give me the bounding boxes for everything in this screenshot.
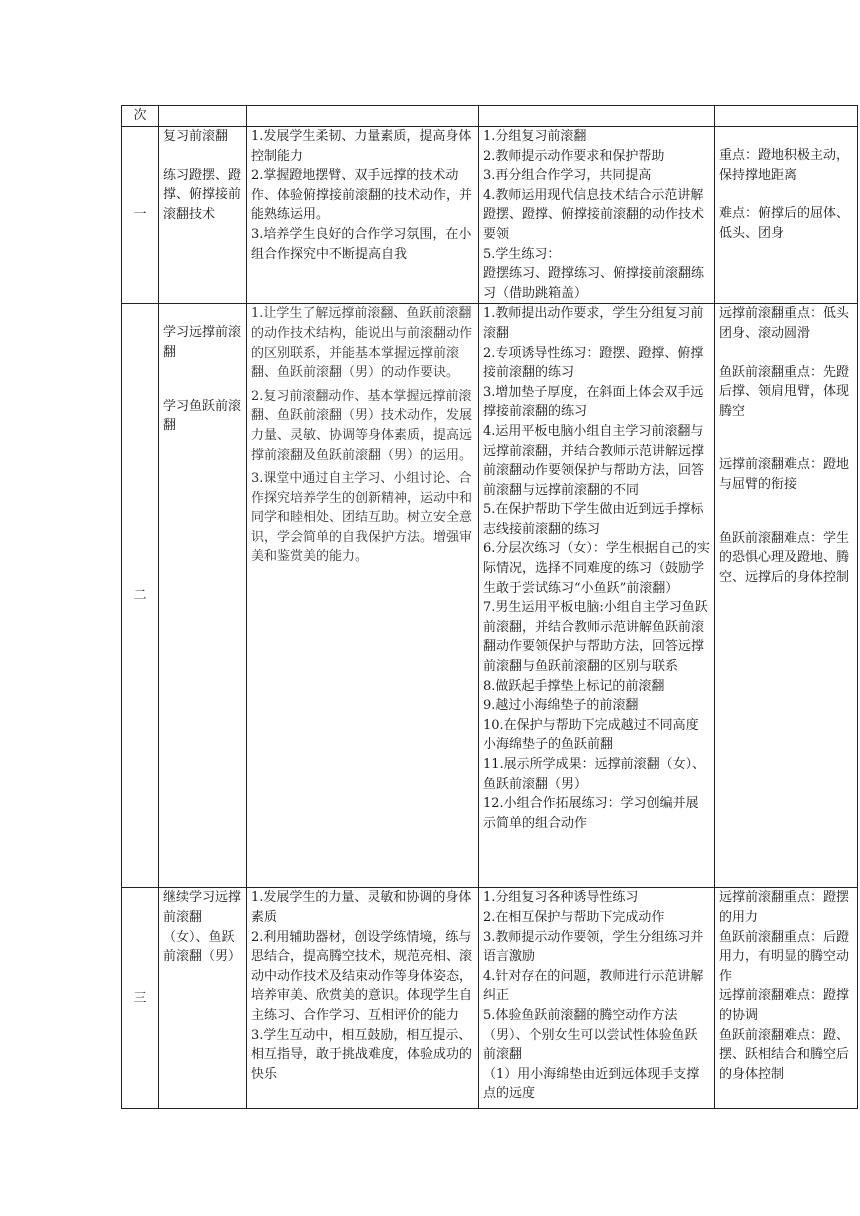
goal-item: 1.发展学生的力量、灵敏和协调的身体素质 — [251, 890, 472, 925]
key-point: 鱼跃前滚翻难点：蹬、摆、跃相结合和腾空后的身体控制 — [719, 1027, 850, 1082]
step-item: 6.分层次练习（女）：学生根据自己的实际情况，选择不同难度的练习（鼓励学生敢于尝试练习“小鱼跃”前滚翻） — [483, 541, 710, 596]
goal-item: 3.学生互动中，相互鼓励，相互提示、相互指导，敢于挑战难度，体验成功的快乐 — [251, 1027, 473, 1082]
step-item: 1.分组复习前滚翻 — [483, 129, 587, 144]
goals-cell — [247, 888, 479, 1109]
step-item: 2.专项诱导性练习：蹬摆、蹬撑、俯撑接前滚翻的练习 — [483, 345, 704, 381]
topic-cell — [159, 888, 247, 1109]
topic-text: 学习鱼跃前滚翻 — [163, 398, 242, 434]
step-item: 3.再分组合作学习，共同提高 — [483, 168, 652, 184]
step-item: 8.做跃起手撑垫上标记的前滚翻 — [483, 678, 665, 694]
lesson-number: 一 — [122, 127, 159, 304]
keys-cell — [715, 304, 858, 888]
step-item: 12.小组合作拓展练习：学习创编并展示简单的组合动作 — [483, 796, 699, 831]
goal-item: 2.复习前滚翻动作、基本掌握远撑前滚翻、鱼跃前滚翻（男）技术动作，发展力量、灵敏、协调等身体素质，提高远撑前滚翻及鱼跃前滚翻（男）的运用。 — [251, 388, 473, 463]
key-point: 鱼跃前滚翻重点：后蹬用力，有明显的腾空动作 — [719, 929, 850, 984]
step-item: 4.运用平板电脑小组自主学习前滚翻与远撑前滚翻，并结合教师示范讲解远撑前滚翻动作要领保护与帮助方法，回答前滚翻与远撑前滚翻的不同 — [483, 423, 705, 498]
header-cell-goals — [247, 106, 479, 127]
step-item: 2.在相互保护与帮助下完成动作 — [483, 909, 665, 925]
header-cell-steps — [479, 106, 715, 127]
topic-cell — [159, 304, 247, 888]
lesson-number: 三 — [122, 888, 159, 1109]
step-item: 3.教师提示动作要领，学生分组练习并语言激励 — [483, 929, 704, 965]
goal-item: 3.课堂中通过自主学习、小组讨论、合作探究培养学生的创新精神，运动中和同学和睦相处、团结互助。树立安全意识，学会简单的自我保护方法。增强审美和鉴赏美的能力。 — [251, 471, 473, 565]
steps-cell — [479, 888, 715, 1109]
key-point: 远撑前滚翻难点：蹬撑的协调 — [719, 988, 850, 1023]
key-point: 鱼跃前滚翻难点：学生的恐惧心理及蹬地、腾空、远撑后的身体控制 — [719, 530, 850, 585]
header-cell-num: 次 — [122, 106, 159, 127]
goal-item: 3.培养学生良好的合作学习氛围，在小组合作探究中不断提高自我 — [251, 226, 472, 262]
keys-cell — [715, 888, 858, 1109]
steps-cell — [479, 304, 715, 888]
key-point: 远撑前滚翻重点：蹬摆的用力 — [719, 890, 850, 925]
table-row — [122, 888, 858, 1109]
goal-item: 1.发展学生柔韧、力量素质，提高身体控制能力 — [251, 129, 472, 164]
step-item: 蹬摆练习、蹬撑练习、俯撑接前滚翻练习（借助跳箱盖） — [483, 266, 705, 301]
step-item: 1.分组复习各种诱导性练习 — [483, 890, 639, 906]
step-item: 3.增加垫子厚度，在斜面上体会双手远撑接前滚翻的练习 — [483, 384, 704, 420]
keys-cell — [715, 127, 858, 304]
table-row — [122, 304, 858, 888]
key-point: 远撑前滚翻重点：低头团身、滚动圆滑 — [719, 306, 850, 341]
step-item: 4.教师运用现代信息技术结合示范讲解蹬摆、蹬撑、俯撑接前滚翻的动作技术要领 — [483, 187, 705, 242]
step-item: 7.男生运用平板电脑:小组自主学习鱼跃前滚翻，并结合教师示范讲解鱼跃前滚翻动作要领保护与帮助方法，回答远撑前滚翻与鱼跃前滚翻的区别与联系 — [483, 600, 708, 675]
key-point: 难点：俯撑后的屈体、低头、团身 — [719, 206, 850, 241]
key-point: 重点：蹬地积极主动，保持撑地距离 — [719, 148, 850, 183]
goals-cell — [247, 304, 479, 888]
goal-item: 2.利用辅助器材，创设学练情境，练与思结合，提高腾空技术，规范亮相、滚动中动作技术及结束动作等身体姿态，培养审美、欣赏美的意识。体现学生自主练习、合作学习、互相评价的能力 — [251, 929, 473, 1023]
topic-text: 学习远撑前滚翻 — [163, 325, 242, 360]
goal-item: 1.让学生了解远撑前滚翻、鱼跃前滚翻的动作技术结构，能说出与前滚翻动作的区别联系，并能基本掌握远撑前滚翻、鱼跃前滚翻（男）的动作要诀。 — [251, 306, 473, 381]
key-point: 远撑前滚翻难点：蹬地与屈臂的衔接 — [719, 457, 850, 492]
step-item: 11.展示所学成果：远撑前滚翻（女）、鱼跃前滚翻（男） — [483, 757, 706, 792]
lesson-plan-table — [121, 105, 858, 1109]
topic-text: 练习蹬摆、蹬撑、俯撑接前滚翻技术 — [163, 167, 242, 222]
goals-cell — [247, 127, 479, 304]
step-item: 1.教师提出动作要求，学生分组复习前滚翻 — [483, 306, 704, 341]
goal-item: 2.掌握蹬地摆臂、双手远撑的技术动作、体验俯撑接前滚翻的技术动作，并能熟练运用。 — [251, 168, 473, 223]
step-item: 5.在保护帮助下学生做由近到远手撑标志线接前滚翻的练习 — [483, 502, 704, 537]
step-item: 10.在保护与帮助下完成越过不同高度小海绵垫子的鱼跃前翻 — [483, 717, 699, 753]
step-item: （1）用小海绵垫由近到远体现手支撑点的远度 — [483, 1066, 700, 1102]
topic-text: 复习前滚翻 — [163, 129, 229, 144]
step-item: 4.针对存在的问题，教师进行示范讲解纠正 — [483, 968, 704, 1004]
topic-cell — [159, 127, 247, 304]
header-cell-keys — [715, 106, 858, 127]
header-cell-topic — [159, 106, 247, 127]
table-row — [122, 127, 858, 304]
topic-text: 继续学习远撑前滚翻（女）、鱼跃前滚翻（男） — [163, 890, 242, 965]
step-item: 5.学生练习： — [483, 246, 561, 262]
step-item: 9.越过小海绵垫子的前滚翻 — [483, 698, 639, 714]
step-item: 2.教师提示动作要求和保护帮助 — [483, 148, 665, 164]
step-item: 5.体验鱼跃前滚翻的腾空动作方法（男）、个别女生可以尝试性体验鱼跃前滚翻 — [483, 1007, 698, 1063]
table-header-row — [122, 106, 858, 127]
key-point: 鱼跃前滚翻重点：先蹬后撑、领肩甩臂，体现腾空 — [719, 364, 850, 419]
lesson-number: 二 — [122, 304, 159, 888]
steps-cell — [479, 127, 715, 304]
